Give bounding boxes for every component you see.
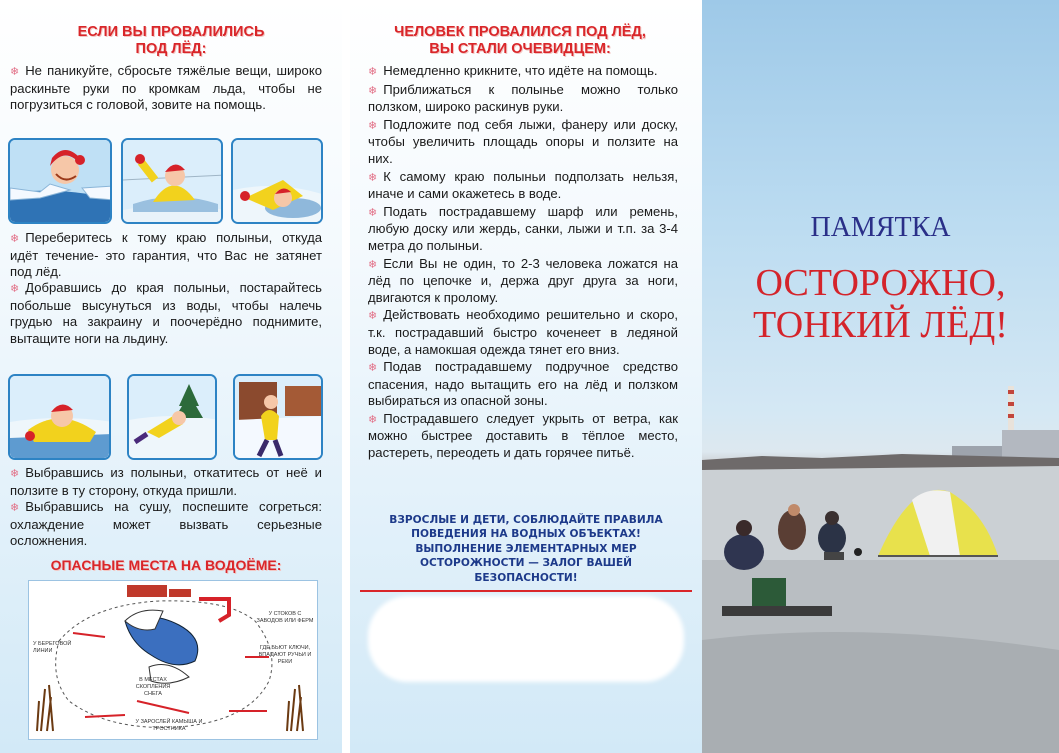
- rescue-instructions-list: [368, 63, 678, 462]
- map-label-shore: У БЕРЕГОВОЙ ЛИНИИ: [33, 641, 72, 654]
- divider-line: [360, 590, 692, 592]
- heading-line-1: ЕСЛИ ВЫ ПРОВАЛИЛИСЬ: [77, 24, 265, 40]
- rescue-item: [368, 117, 678, 168]
- snowflake-bullet-icon: ❄: [368, 66, 378, 78]
- heading-dangerous-places: ОПАСНЫЕ МЕСТА НА ВОДОЁМЕ:: [50, 557, 282, 573]
- snowflake-bullet-icon: ❄: [368, 171, 378, 184]
- advice-paragraph: [10, 280, 322, 347]
- rescue-item: [368, 82, 678, 116]
- panel-cover: [702, 0, 1059, 753]
- rescue-item: [368, 204, 678, 255]
- safety-note-line: ВЫПОЛНЕНИЕ ЭЛЕМЕНТАРНЫХ МЕР: [415, 542, 637, 555]
- blank-area: [368, 596, 684, 682]
- leaflet-title-line-2: ТОНКИЙ ЛЁД!: [753, 304, 1008, 346]
- illustration-arms-spread: [121, 138, 223, 224]
- illustration-row-2: [8, 374, 323, 460]
- heading-fell-through-ice: [10, 24, 332, 58]
- heading-line-2: ВЫ СТАЛИ ОЧЕВИДЦЕМ:: [429, 41, 611, 57]
- illustration-roll-away: [127, 374, 217, 460]
- snowflake-bullet-icon: ❄: [368, 84, 378, 97]
- rescue-item: [368, 411, 678, 462]
- safety-note-line: ВЗРОСЛЫЕ И ДЕТИ, СОБЛЮДАЙТЕ ПРАВИЛА: [389, 514, 663, 526]
- advice-paragraph: [10, 230, 322, 281]
- advice-text: Не паникуйте, сбросьте тяжёлые вещи, широко раскиньте руки по кромкам льда, чтобы не погрузиться с головой, зовите на помощь.: [10, 63, 322, 113]
- advice-text: Выбравшись из полыньи, откатитесь от неё и ползите в ту сторону, откуда пришли.: [10, 465, 322, 498]
- advice-paragraph: [10, 63, 322, 114]
- safety-note-line: ОСТОРОЖНОСТИ — ЗАЛОГ ВАШЕЙ: [420, 557, 632, 570]
- rescue-item: [368, 256, 678, 307]
- illustration-shout-for-help: [8, 138, 112, 224]
- panel-middle: [350, 0, 702, 753]
- snowflake-bullet-icon: ❄: [10, 283, 20, 295]
- advice-paragraph: [10, 499, 322, 550]
- rescue-item-text: Пострадавшего следует укрыть от ветра, как можно быстрее доставить в тёплое место, растереть, переодеть и дать горячее питьё.: [368, 410, 678, 461]
- snowflake-bullet-icon: ❄: [368, 258, 378, 271]
- leaflet-title-line-1: ОСТОРОЖНО,: [755, 262, 1006, 304]
- snowflake-bullet-icon: ❄: [10, 66, 20, 78]
- rescue-item-text: Если Вы не один, то 2-3 человека ложатся на лёд по цепочке и, держа друг друга за ноги, двигаются к пролому.: [368, 255, 678, 305]
- rescue-item: [368, 307, 678, 358]
- map-label-reeds: У ЗАРОСЛЕЙ КАМЫША И ТРОСТНИКА: [135, 719, 203, 732]
- safety-note: [360, 513, 692, 585]
- rescue-item-text: Подав пострадавшему подручное средство спасения, надо вытащить его на лёд и ползком выбираться из опасной зоны.: [368, 359, 678, 409]
- safety-note-line: БЕЗОПАСНОСТИ!: [474, 571, 578, 584]
- heading-line-1: ЧЕЛОВЕК ПРОВАЛИЛСЯ ПОД ЛЁД,: [394, 24, 646, 40]
- cover-photo-ice-fishing: [702, 0, 1059, 753]
- safety-note-line: ПОВЕДЕНИЯ НА ВОДНЫХ ОБЪЕКТАХ!: [411, 528, 641, 541]
- rescue-item-text: Приближаться к полынье можно только ползком, широко раскинув руки.: [368, 81, 678, 115]
- rescue-item-text: К самому краю полыньи подползать нельзя, иначе и сами окажетесь в воде.: [368, 168, 678, 202]
- advice-text: Переберитесь к тому краю полыньи, откуда идёт течение- это гарантия, что Вас не затянет под лёд.: [10, 230, 322, 280]
- illustration-walk-to-shore: [233, 374, 323, 460]
- rescue-item: [368, 63, 678, 81]
- rescue-item-text: Подложите под себя лыжи, фанеру или доску, чтобы увеличить площадь опоры и ползите на них.: [368, 116, 678, 166]
- snowflake-bullet-icon: ❄: [368, 206, 378, 219]
- snowflake-bullet-icon: ❄: [10, 233, 20, 245]
- advice-text: Выбравшись на сушу, поспешите согреться: охлаждение может вызвать серьезные осложнения.: [10, 499, 322, 549]
- heading-line-2: ПОД ЛЁД:: [135, 41, 207, 57]
- snowflake-bullet-icon: ❄: [10, 468, 20, 480]
- rescue-item: [368, 169, 678, 203]
- snowflake-bullet-icon: ❄: [368, 413, 378, 426]
- advice-text: Добравшись до края полыньи, постарайтесь побольше высунуться из воды, чтобы налечь грудью на закраину и поочерёдно поднимите, вытащите ноги на льдину.: [10, 280, 322, 346]
- rescue-item-text: Подать пострадавшему шарф или ремень, любую доску или жердь, санки, лыжи и т.п. за 3-4 метра до полыньи.: [368, 203, 678, 253]
- snowflake-bullet-icon: ❄: [368, 362, 378, 375]
- rescue-item: [368, 359, 678, 410]
- illustration-lean-on-ice-edge: [8, 374, 111, 460]
- map-label-snow: В МЕСТАХ СКОПЛЕНИЯ СНЕГА: [135, 677, 171, 697]
- leaflet-label: ПАМЯТКА: [810, 212, 951, 243]
- dangerous-places-map: [28, 580, 318, 740]
- rescue-item-text: Действовать необходимо решительно и скоро, т.к. пострадавший быстро коченеет в ледяной воде, а намокшая одежда тянет его вниз.: [368, 307, 678, 357]
- illustration-crawl-onto-ice: [231, 138, 323, 224]
- panel-left: [0, 0, 342, 753]
- snowflake-bullet-icon: ❄: [368, 310, 378, 323]
- map-label-springs: ГДЕ БЬЮТ КЛЮЧИ, ВПАДАЮТ РУЧЬИ И РЕКИ: [258, 645, 312, 665]
- illustration-row-1: [8, 138, 323, 224]
- advice-paragraph: [10, 465, 322, 499]
- leaflet-title: [702, 262, 1059, 346]
- snowflake-bullet-icon: ❄: [10, 502, 20, 514]
- heading-witness: [356, 24, 684, 58]
- rescue-item-text: Немедленно крикните, что идёте на помощь.: [383, 63, 658, 78]
- snowflake-bullet-icon: ❄: [368, 119, 378, 132]
- map-label-drain: У СТОКОВ С ЗАВОДОВ ИЛИ ФЕРМ: [256, 611, 314, 624]
